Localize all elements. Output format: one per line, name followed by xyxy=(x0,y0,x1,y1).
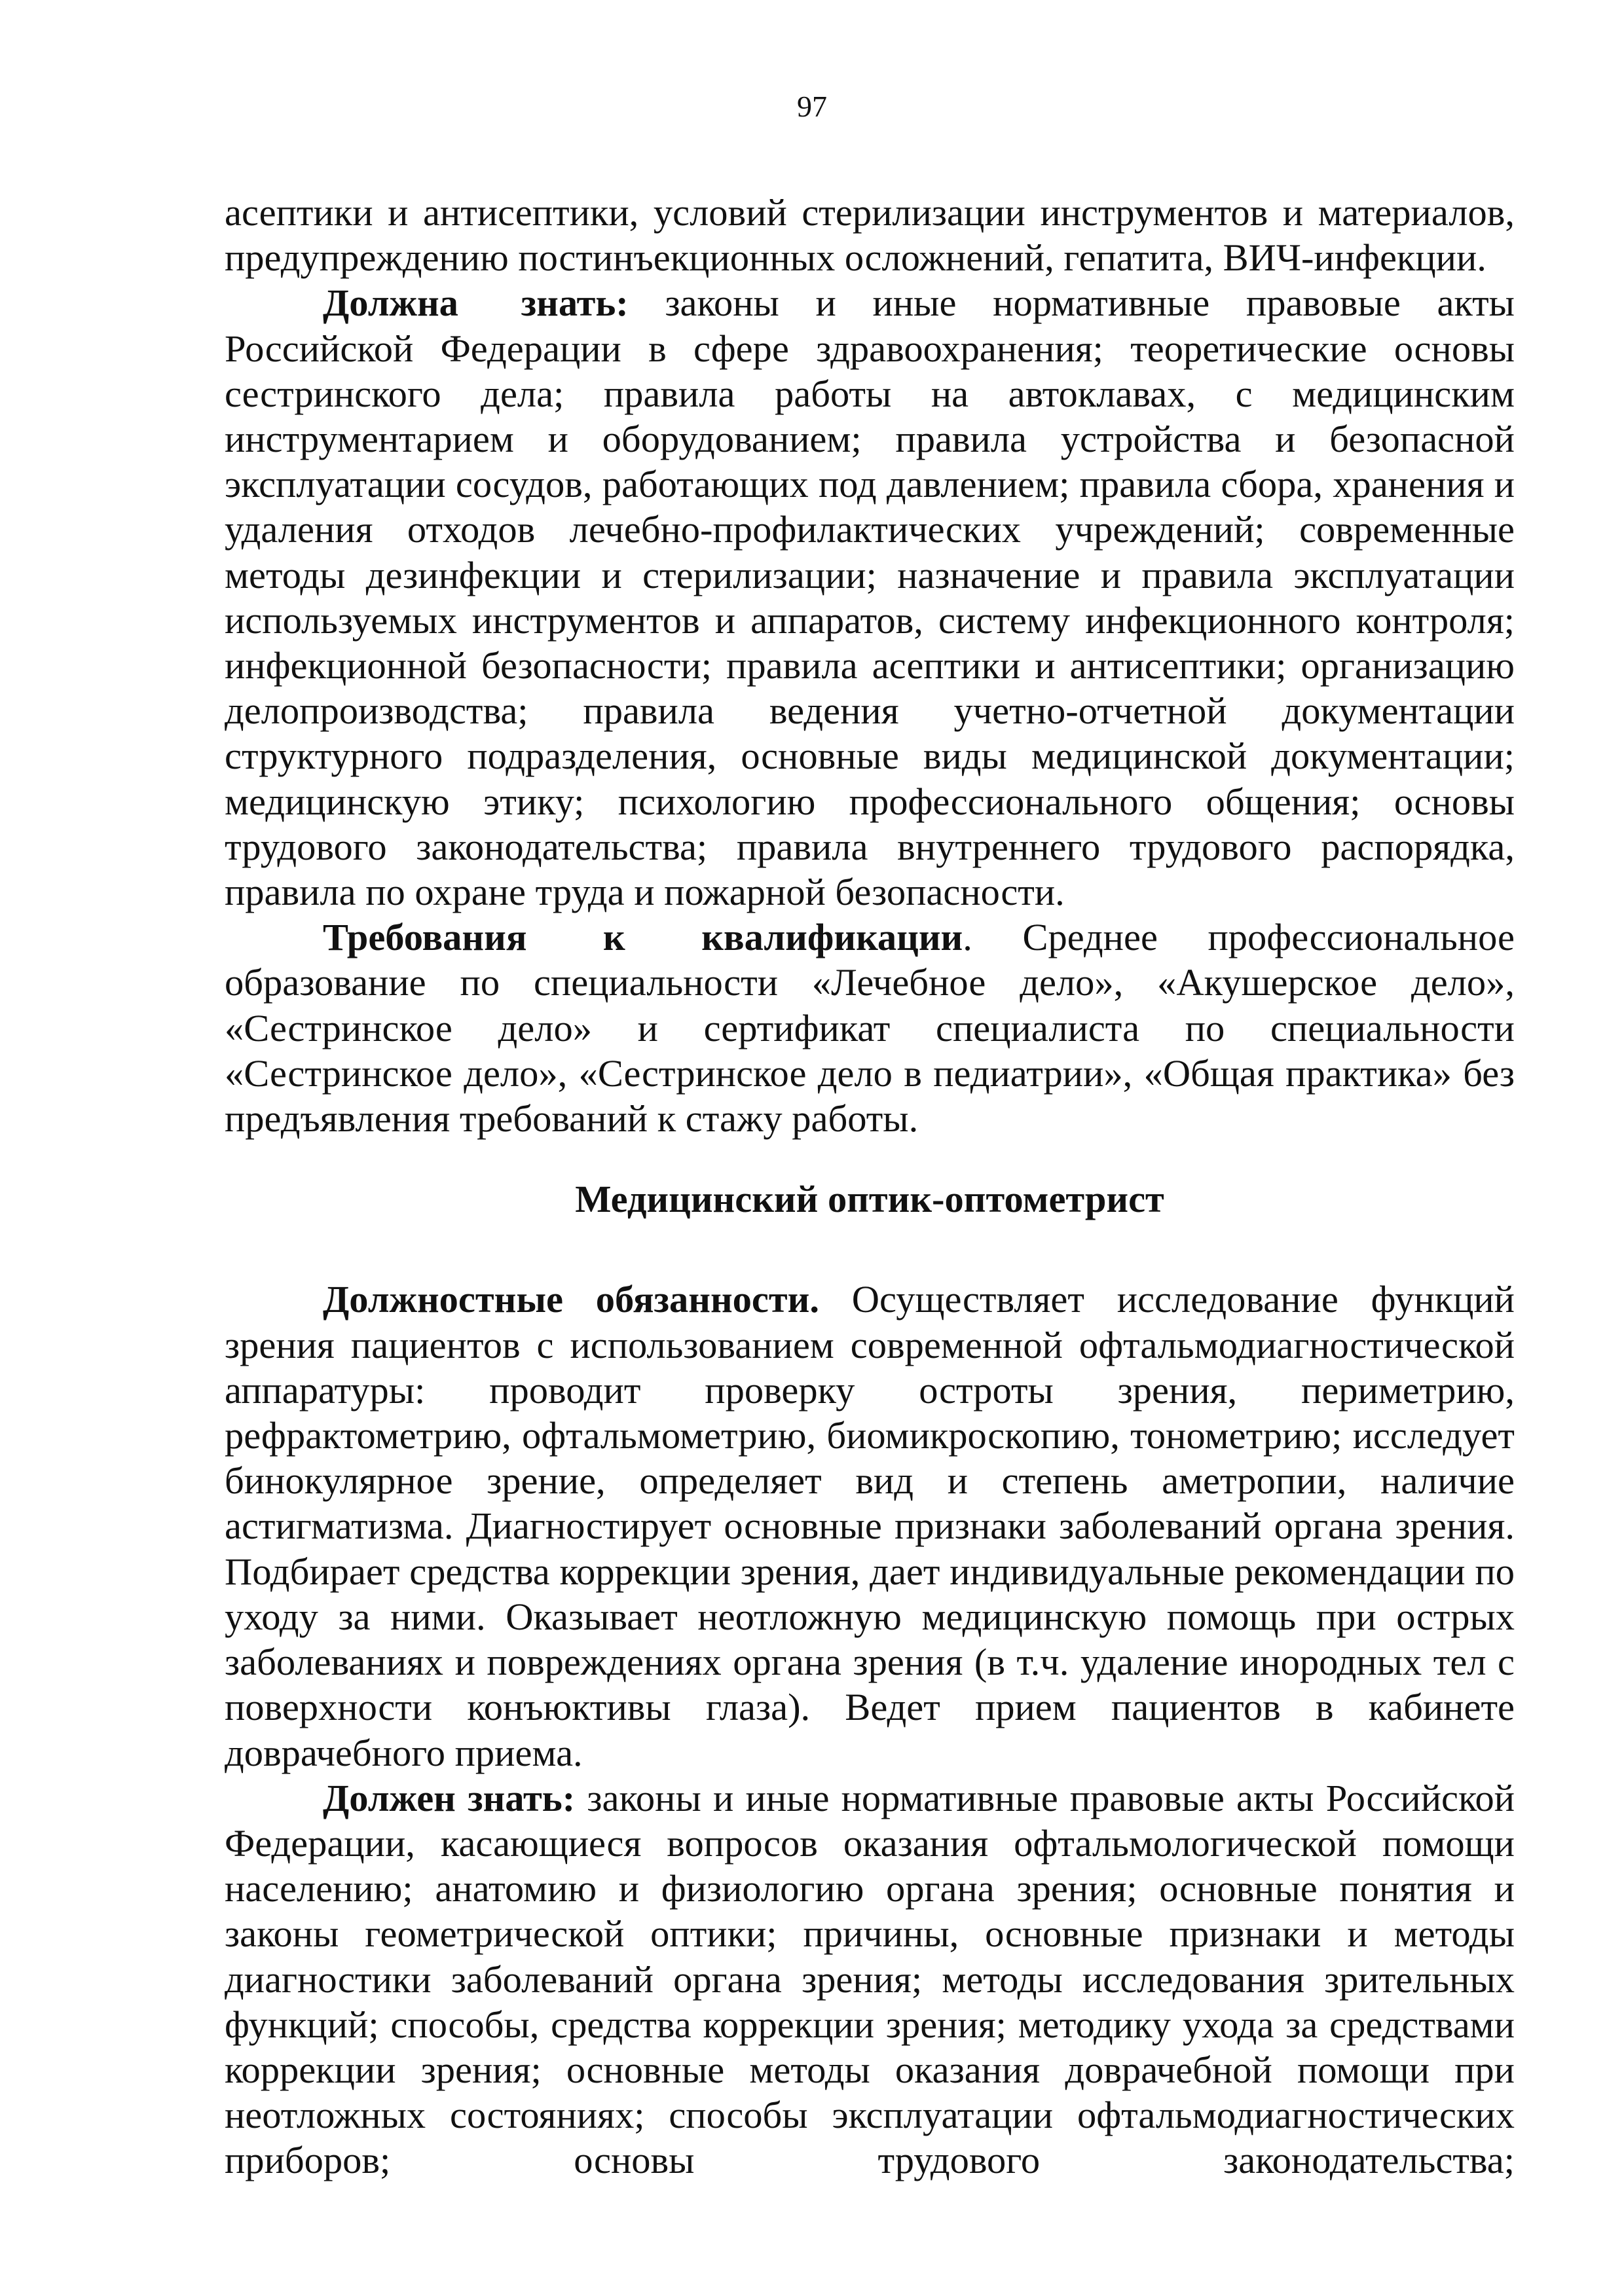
page-number: 97 xyxy=(797,90,827,123)
job-duties-text: Осуществляет исследование функций зрения пациентов с использованием современной офтальмодиагностической аппаратуры: проводит проверку остроты зрения, периметрию, рефрактометрию, офтальмометрию, биомикроскопию, тонометрию; исследует бинокулярное зрение, определяет вид и степень аметропии, наличие астигматизма. Диагностирует основные признаки заболеваний органа зрения. Подбирает средства коррекции зрения, дает индивидуальные рекомендации по уходу за ними. Оказывает неотложную медицинскую помощь при острых заболеваниях и повреждениях органа зрения (в т.ч. удаление инородных тел с поверхности конъюктивы глаза). Ведет прием пациентов в кабинете доврачебного приема. xyxy=(225,1278,1515,1774)
paragraph-qualification-requirements xyxy=(225,915,1515,1141)
paragraph-job-duties xyxy=(225,1277,1515,1775)
qualification-text: . Среднее профессиональное образование по специальности «Лечебное дело», «Акушерское дело», «Сестринское дело» и сертификат специалиста по специальности «Сестринское дело», «Сестринское дело в педиатрии», «Общая практика» без предъявления требований к стажу работы. xyxy=(225,916,1515,1140)
paragraph-must-know-nurse xyxy=(225,280,1515,915)
must-know-optician-text: законы и иные нормативные правовые акты Российской Федерации, касающиеся вопросов оказания офтальмологической помощи населению; анатомию и физиологию органа зрения; основные понятия и законы геометрической оптики; причины, основные признаки и методы диагностики заболеваний органа зрения; методы исследования зрительных функций; способы, средства коррекции зрения; методику ухода за средствами коррекции зрения; основные методы оказания доврачебной помощи при неотложных состояниях; способы эксплуатации офтальмодиагностических приборов; основы трудового законодательства; xyxy=(225,1776,1515,2182)
job-duties-label: Должностные обязанности. xyxy=(323,1278,819,1321)
qualification-label: Требования к квалификации xyxy=(323,916,963,959)
paragraph-must-know-optician xyxy=(225,1776,1515,2183)
paragraph-asepsis-continuation: асептики и антисептики, условий стерилизации инструментов и материалов, предупреждению постинъекционных осложнений, гепатита, ВИЧ-инфекции. xyxy=(225,191,1515,280)
must-know-optician-label: Должен знать: xyxy=(323,1776,576,1819)
must-know-label: Должна знать: xyxy=(323,282,629,325)
section-title-optician: Медицинский оптик-оптометрист xyxy=(575,1178,1164,1221)
page-body xyxy=(225,190,1515,2183)
must-know-text: законы и иные нормативные правовые акты Российской Федерации в сфере здравоохранения; теоретические основы сестринского дела; правила работы на автоклавах, с медицинским инструментарием и оборудованием; правила устройства и безопасной эксплуатации сосудов, работающих под давлением; правила сбора, хранения и удаления отходов лечебно-профилактических учреждений; современные методы дезинфекции и стерилизации; назначение и правила эксплуатации используемых инструментов и аппаратов, систему инфекционного контроля; инфекционной безопасности; правила асептики и антисептики; организацию делопроизводства; правила ведения учетно-отчетной документации структурного подразделения, основные виды медицинской документации; медицинскую этику; психологию профессионального общения; основы трудового законодательства; правила внутреннего трудового распорядка, правила по охране труда и пожарной безопасности. xyxy=(225,282,1515,914)
